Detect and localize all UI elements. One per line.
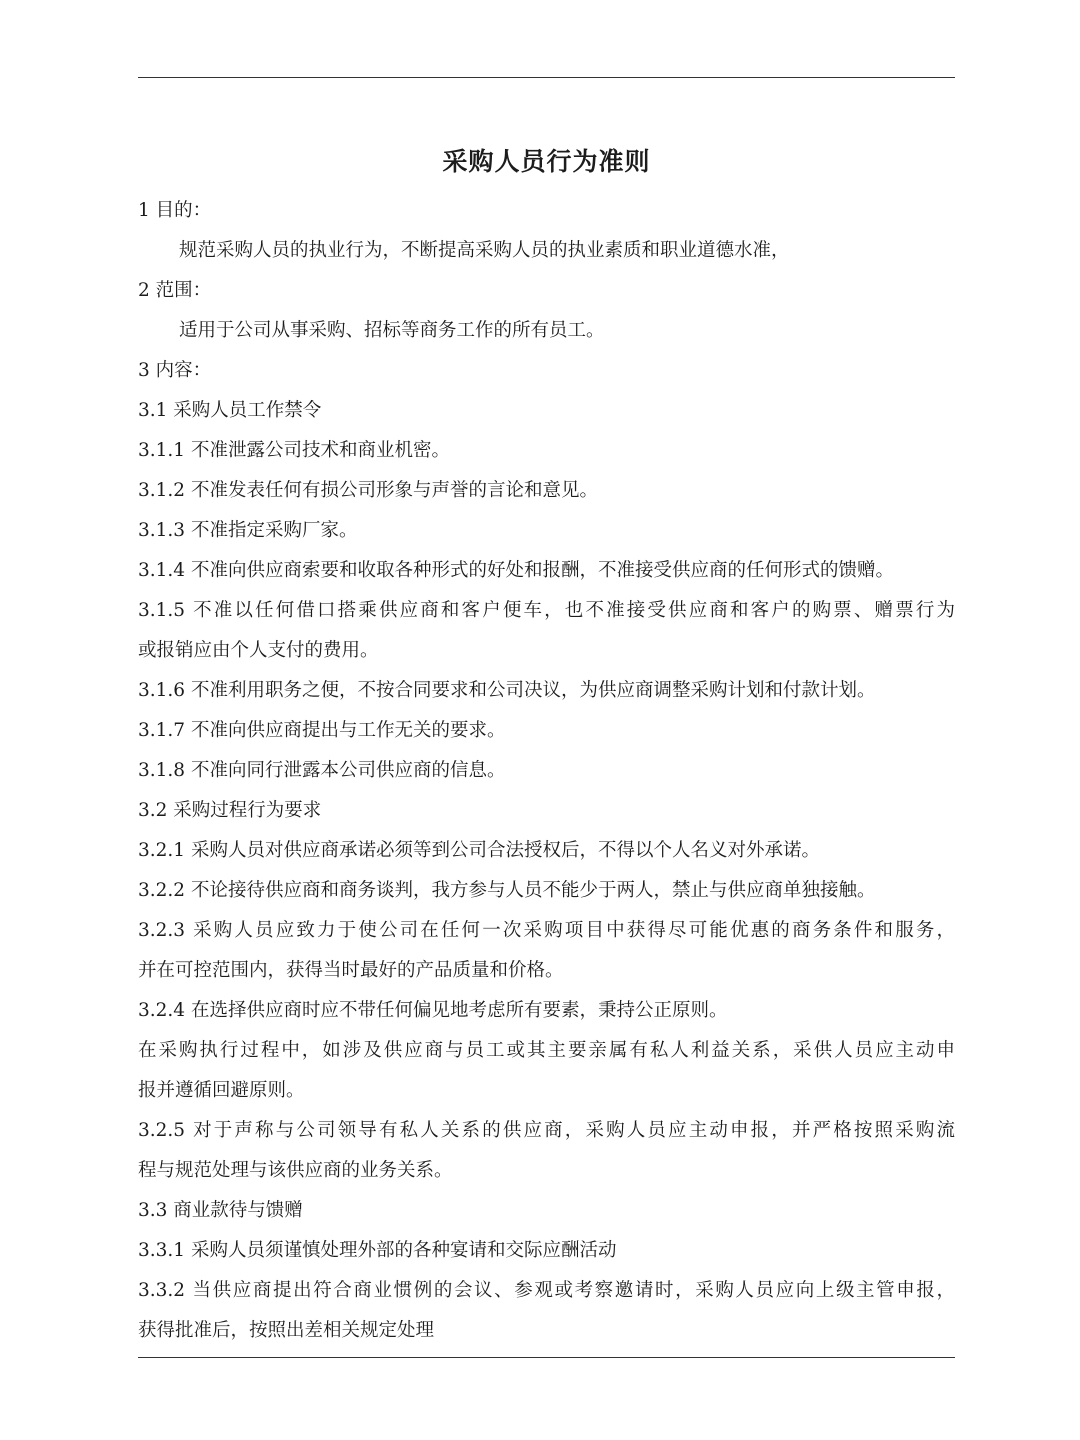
clause-line: 或报销应由个人支付的费用。	[138, 640, 379, 661]
header-rule	[138, 77, 955, 78]
clause-line: 程与规范处理与该供应商的业务关系。	[138, 1160, 453, 1181]
clause-line: 获得批准后，按照出差相关规定处理	[138, 1320, 435, 1341]
clause-line: 3.2.1 采购人员对供应商承诺必须等到公司合法授权后，不得以个人名义对外承诺。	[138, 840, 820, 861]
section-heading: 1 目的：	[138, 200, 212, 221]
clause-line: 并在可控范围内，获得当时最好的产品质量和价格。	[138, 960, 564, 981]
clause-line: 3.3.2 当供应商提出符合商业惯例的会议、参观或考察邀请时，采购人员应向上级主管申报，	[138, 1280, 955, 1301]
clause-line: 3.2.3 采购人员应致力于使公司在任何一次采购项目中获得尽可能优惠的商务条件和服务，	[138, 920, 955, 941]
subsection-heading: 3.2 采购过程行为要求	[138, 800, 322, 821]
clause-line: 3.1.4 不准向供应商索要和收取各种形式的好处和报酬，不准接受供应商的任何形式的馈赠。	[138, 560, 894, 581]
clause-line: 3.2.5 对于声称与公司领导有私人关系的供应商，采购人员应主动申报，并严格按照采购流	[138, 1120, 955, 1141]
footer-rule	[138, 1357, 955, 1358]
clause-line: 3.1.7 不准向供应商提出与工作无关的要求。	[138, 720, 506, 741]
clause-line: 3.1.2 不准发表任何有损公司形象与声誉的言论和意见。	[138, 480, 598, 501]
clause-line: 3.1.5 不准以任何借口搭乘供应商和客户便车，也不准接受供应商和客户的购票、赠票行为	[138, 600, 955, 621]
clause-line: 3.1.8 不准向同行泄露本公司供应商的信息。	[138, 760, 506, 781]
clause-line: 3.2.4 在选择供应商时应不带任何偏见地考虑所有要素，秉持公正原则。	[138, 1000, 728, 1021]
paragraph-line: 适用于公司从事采购、招标等商务工作的所有员工。	[179, 320, 605, 341]
clause-line: 3.2.2 不论接待供应商和商务谈判，我方参与人员不能少于两人，禁止与供应商单独接触。	[138, 880, 876, 901]
clause-line: 报并遵循回避原则。	[138, 1080, 305, 1101]
section-heading: 3 内容：	[138, 360, 212, 381]
section-heading: 2 范围：	[138, 280, 212, 301]
clause-line: 3.3.1 采购人员须谨慎处理外部的各种宴请和交际应酬活动	[138, 1240, 617, 1261]
subsection-heading: 3.1 采购人员工作禁令	[138, 400, 322, 421]
paragraph-line: 规范采购人员的执业行为，不断提高采购人员的执业素质和职业道德水准，	[179, 240, 790, 261]
document-body	[138, 191, 955, 1351]
clause-line: 3.1.3 不准指定采购厂家。	[138, 520, 358, 541]
document-title: 采购人员行为准则	[442, 147, 651, 176]
clause-line: 在采购执行过程中，如涉及供应商与员工或其主要亲属有私人利益关系，采供人员应主动申	[138, 1040, 955, 1061]
clause-line: 3.1.1 不准泄露公司技术和商业机密。	[138, 440, 450, 461]
subsection-heading: 3.3 商业款待与馈赠	[138, 1200, 303, 1221]
clause-line: 3.1.6 不准利用职务之便，不按合同要求和公司决议，为供应商调整采购计划和付款计划。	[138, 680, 876, 701]
